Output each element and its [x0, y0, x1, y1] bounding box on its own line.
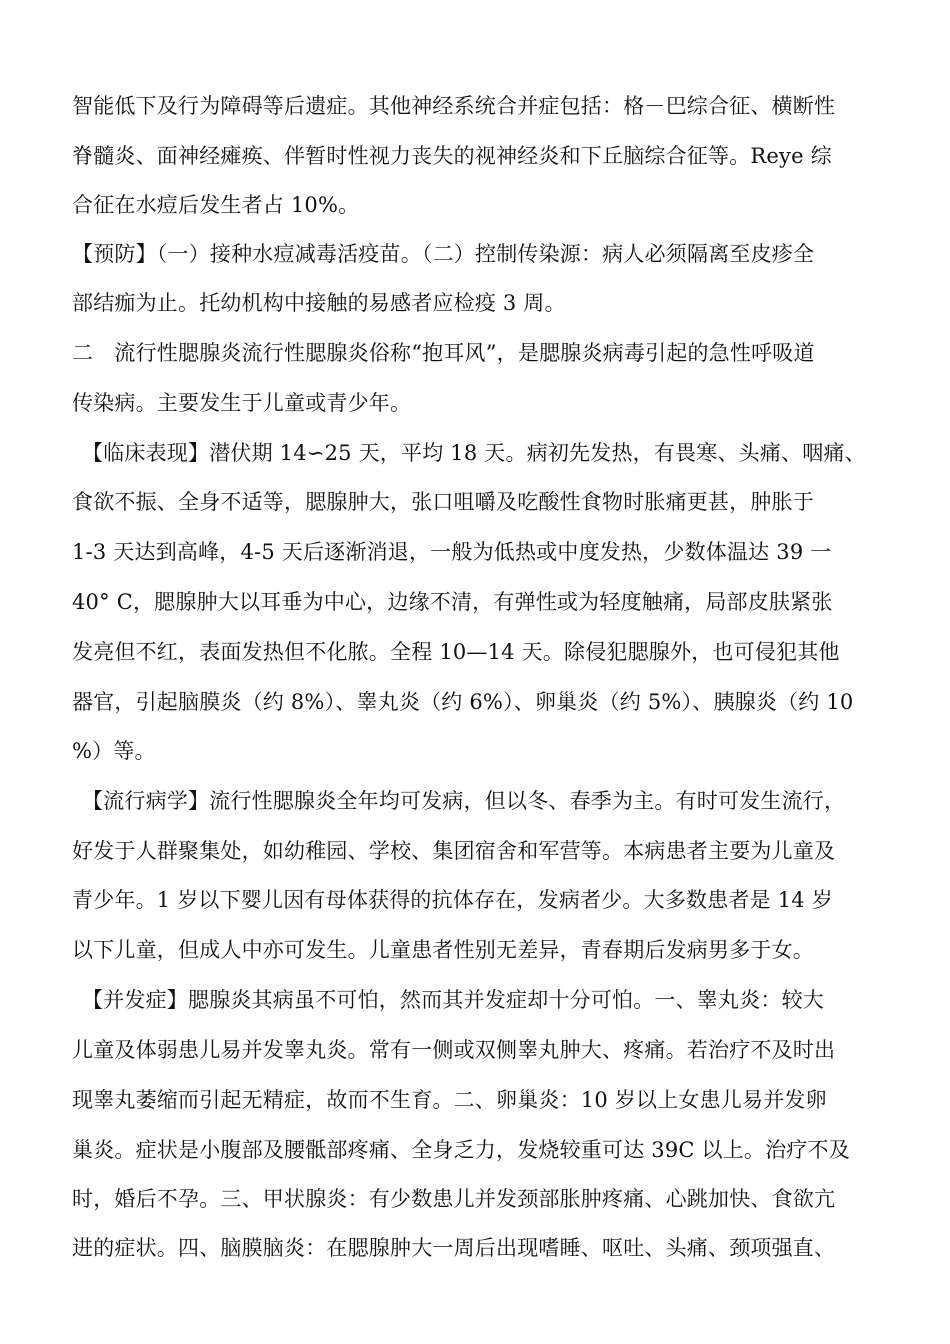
text-line: 【并发症】腮腺炎其病虽不可怕，然而其并发症却十分可怕。一、睾丸炎：较大 [82, 988, 824, 1012]
text-line: 进的症状。四、脑膜脑炎：在腮腺肿大一周后出现嗜睡、呕吐、头痛、颈项强直、 [72, 1236, 836, 1260]
text-line: 40° C，腮腺肿大以耳垂为中心，边缘不清，有弹性或为轻度触痛，局部皮肤紧张 [72, 590, 833, 614]
text-line: 器官，引起脑膜炎（约 8%）、睾丸炎（约 6%）、卵巢炎（约 5%）、胰腺炎（约 10 [72, 690, 854, 714]
text-line: 好发于人群聚集处，如幼稚园、学校、集团宿舍和军营等。本病患者主要为儿童及 [72, 839, 836, 863]
text-line: 部结痂为止。托幼机构中接触的易感者应检疫 3 周。 [72, 291, 566, 315]
text-line: 智能低下及行为障碍等后遗症。其他神经系统合并症包括：格－巴综合征、横断性 [72, 94, 836, 118]
text-line: 食欲不振、全身不适等，腮腺肿大，张口咀嚼及吃酸性食物时胀痛更甚，肿胀于 [72, 490, 814, 514]
text-line: 青少年。1 岁以下婴儿因有母体获得的抗体存在，发病者少。大多数患者是 14 岁 [72, 888, 833, 912]
text-line: 合征在水痘后发生者占 10%。 [72, 193, 360, 217]
text-line: 【预防】（一）接种水痘减毒活疫苗。（二）控制传染源：病人必须隔离至皮疹全 [72, 242, 815, 266]
text-line: 发亮但不红，表面发热但不化脓。全程 10—14 天。除侵犯腮腺外，也可侵犯其他 [72, 640, 840, 664]
text-line: 现睾丸萎缩而引起无精症，故而不生育。二、卵巢炎：10 岁以上女患儿易并发卵 [72, 1088, 827, 1112]
text-line: 传染病。主要发生于儿童或青少年。 [72, 391, 412, 415]
text-line: 二 流行性腮腺炎流行性腮腺炎俗称“抱耳风”，是腮腺炎病毒引起的急性呼吸道 [72, 341, 815, 365]
text-line: 脊髓炎、面神经瘫痪、伴暂时性视力丧失的视神经炎和下丘脑综合征等。Reye 综 [72, 144, 832, 168]
text-line: %）等。 [72, 739, 156, 763]
text-line: 时，婚后不孕。三、甲状腺炎：有少数患儿并发颈部胀肿疼痛、心跳加快、食欲亢 [72, 1187, 836, 1211]
text-line: 【临床表现】潜伏期 14∽25 天，平均 18 天。病初先发热，有畏寒、头痛、咽痛、 [82, 441, 866, 465]
text-line: 以下儿童，但成人中亦可发生。儿童患者性别无差异，青春期后发病男多于女。 [72, 938, 814, 962]
text-line: 巢炎。症状是小腹部及腰骶部疼痛、全身乏力，发烧较重可达 39C 以上。治疗不及 [72, 1138, 850, 1162]
text-line: 【流行病学】流行性腮腺炎全年均可发病，但以冬、春季为主。有时可发生流行， [82, 789, 846, 813]
text-line: 儿童及体弱患儿易并发睾丸炎。常有一侧或双侧睾丸肿大、疼痛。若治疗不及时出 [72, 1038, 836, 1062]
text-line: 1-3 天达到高峰，4-5 天后逐渐消退，一般为低热或中度发热，少数体温达 39 一 [72, 540, 832, 564]
